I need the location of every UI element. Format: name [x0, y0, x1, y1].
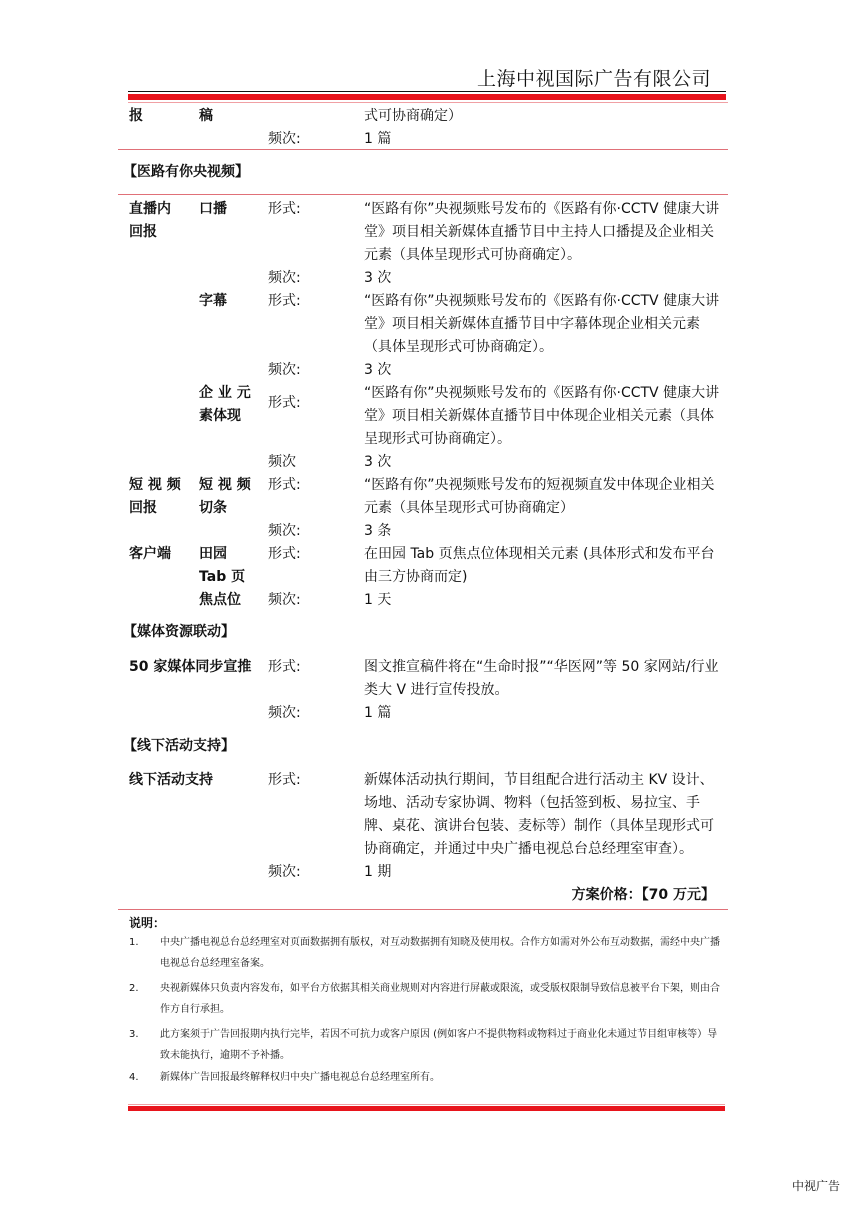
freq-label: 频次:	[268, 523, 301, 539]
form-text: 式可协商确定）	[364, 108, 462, 124]
form-label: 形式:	[268, 293, 301, 309]
item-element-2: 素体现	[199, 408, 241, 424]
category-live-2: 回报	[129, 224, 157, 240]
freq-value: 1 期	[364, 864, 392, 880]
form-text: “医路有你”央视频账号发布的《医路有你·CCTV 健康大讲堂》项目相关新媒体直播节目中字幕体现企业相关元素（具体呈现形式可协商确定）。	[364, 293, 720, 355]
note-number: 3.	[129, 1029, 139, 1040]
note-text: 央视新媒体只负责内容发布，如平台方依据其相关商业规则对内容进行屏蔽或限流，或受版权限制导致信息被平台下架，则由合作方自行承担。	[160, 983, 720, 1015]
footer-rule-red	[128, 1106, 725, 1111]
freq-value: 3 条	[364, 523, 392, 539]
header-rule-red	[128, 94, 726, 100]
form-text: 图文推宣稿件将在“生命时报”“华医网”等 50 家网站/行业类大 V 进行宣传投放。	[364, 659, 719, 698]
note-number: 4.	[129, 1072, 139, 1083]
freq-label: 频次:	[268, 592, 301, 608]
section-title-media: 【媒体资源联动】	[123, 624, 235, 640]
header-rule-pink	[128, 102, 728, 103]
form-text: “医路有你”央视频账号发布的短视频直发中体现企业相关元素（具体呈现形式可协商确定）	[364, 477, 715, 516]
form-label: 形式:	[268, 659, 301, 675]
freq-value: 3 次	[364, 454, 392, 470]
divider	[118, 909, 728, 910]
freq-label: 频次:	[268, 864, 301, 880]
note-text: 新媒体广告回报最终解释权归中央广播电视总台总经理室所有。	[160, 1072, 440, 1083]
footer-rule-pink	[128, 1104, 725, 1105]
note-number: 1.	[129, 937, 139, 948]
row-item: 稿	[199, 108, 213, 124]
section-title-offline: 【线下活动支持】	[123, 738, 235, 754]
item-short-2: 切条	[199, 500, 227, 516]
freq-label: 频次:	[268, 270, 301, 286]
item-oral: 口播	[199, 201, 227, 217]
form-text: 新媒体活动执行期间，节目组配合进行活动主 KV 设计、场地、活动专家协调、物料（包括签到板、易拉宝、手牌、桌花、演讲台包装、麦标等）制作（具体呈现形式可协商确定，并通过中央广播电视总台总经理室审查）。	[364, 772, 714, 857]
freq-value: 1 篇	[364, 705, 392, 721]
category-short-2: 回报	[129, 500, 157, 516]
notes-title: 说明：	[129, 916, 166, 930]
item-client-3: 焦点位	[199, 592, 241, 608]
note-text: 此方案须于广告回报期内执行完毕，若因不可抗力或客户原因 (例如客户不提供物料或物料过于商业化未通过节目组审核等）导致未能执行，逾期不予补播。	[160, 1029, 718, 1061]
freq-value: 3 次	[364, 270, 392, 286]
freq-label: 频次:	[268, 362, 301, 378]
divider	[118, 194, 728, 195]
form-label: 形式:	[268, 477, 301, 493]
item-client: 田园	[199, 546, 227, 562]
form-label: 形式:	[268, 546, 301, 562]
form-label: 形式:	[268, 201, 301, 217]
header-rule-black	[128, 91, 726, 92]
company-name: 上海中视国际广告有限公司	[476, 68, 711, 90]
item-client-2: Tab 页	[199, 569, 246, 585]
freq-value: 1 篇	[364, 131, 392, 147]
form-text: “医路有你”央视频账号发布的《医路有你·CCTV 健康大讲堂》项目相关新媒体直播节目中体现企业相关元素（具体呈现形式可协商确定）。	[364, 385, 720, 447]
item-short: 短 视 频	[199, 477, 251, 493]
freq-value: 1 天	[364, 592, 392, 608]
category-live: 直播内	[129, 201, 171, 217]
note-text: 中央广播电视总台总经理室对页面数据拥有版权，对互动数据拥有知晓及使用权。合作方如需对外公布互动数据，需经中央广播电视总台总经理室备案。	[160, 937, 720, 969]
row-category: 报	[129, 108, 143, 124]
note-number: 2.	[129, 983, 139, 994]
item-media: 50 家媒体同步宣推	[129, 659, 252, 675]
freq-label: 频次:	[268, 705, 301, 721]
form-text: 在田园 Tab 页焦点位体现相关元素 (具体形式和发布平台由三方协商而定)	[364, 546, 715, 585]
form-label: 形式:	[268, 395, 301, 411]
form-text: “医路有你”央视频账号发布的《医路有你·CCTV 健康大讲堂》项目相关新媒体直播节目中主持人口播提及企业相关元素（具体呈现形式可协商确定）。	[364, 201, 720, 263]
freq-value: 3 次	[364, 362, 392, 378]
item-element: 企 业 元	[199, 385, 251, 401]
category-client: 客户端	[129, 546, 171, 562]
category-short: 短 视 频	[129, 477, 181, 493]
item-subtitle: 字幕	[199, 293, 227, 309]
section-title-yilu: 【医路有你央视频】	[123, 164, 249, 180]
item-offline: 线下活动支持	[129, 772, 213, 788]
plan-price: 方案价格：【70 万元】	[571, 887, 715, 903]
form-label: 形式:	[268, 772, 301, 788]
footer-label: 中视广告	[791, 1179, 840, 1193]
freq-label: 频次	[268, 454, 296, 470]
freq-label: 频次:	[268, 131, 301, 147]
divider	[118, 149, 728, 150]
